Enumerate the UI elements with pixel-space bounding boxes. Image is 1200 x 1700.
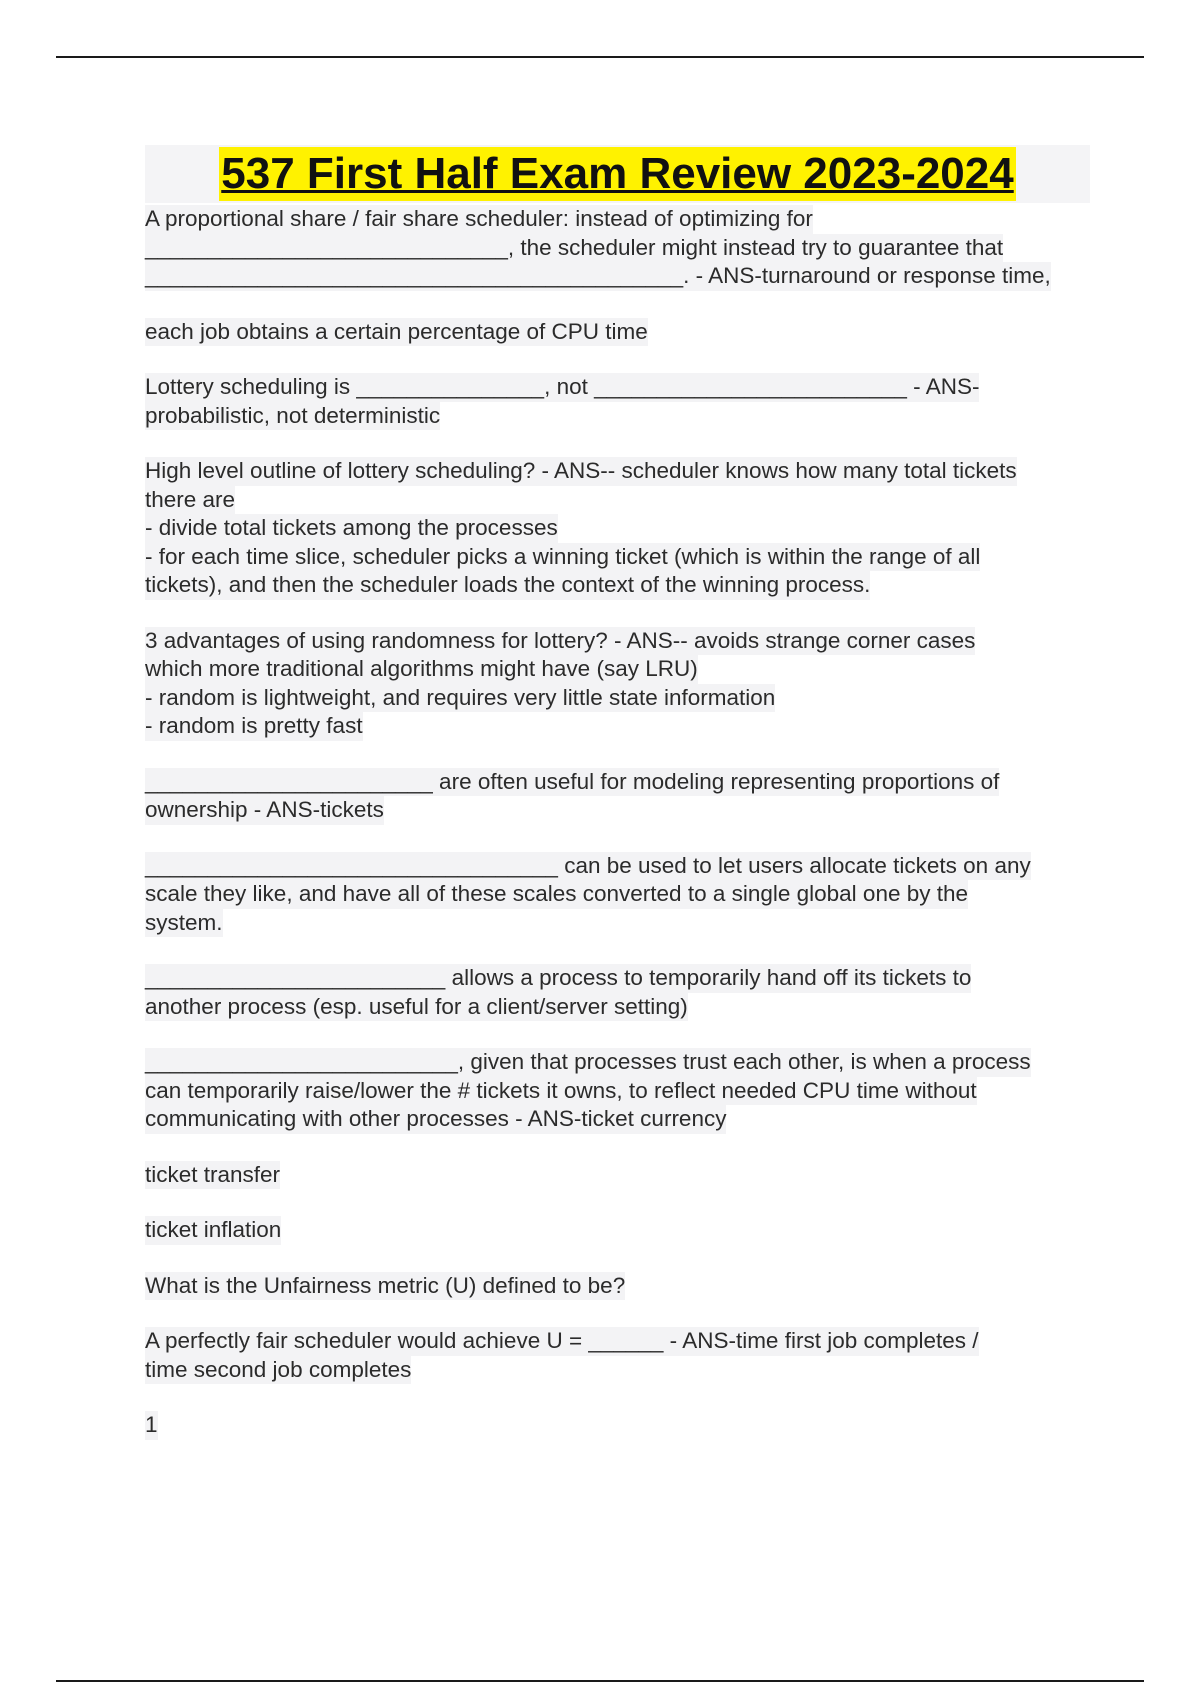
text-line: _______________________ are often useful for modeling representing proportions of [145, 768, 999, 797]
text-block [145, 1411, 1090, 1440]
text-line: 1 [145, 1411, 158, 1440]
text-block [145, 318, 1090, 347]
text-line: tickets), and then the scheduler loads the context of the winning process. [145, 571, 870, 600]
text-line: scale they like, and have all of these scales converted to a single global one by the [145, 880, 968, 909]
text-block [145, 1327, 1090, 1384]
question-list [145, 205, 1090, 1440]
text-line: Lottery scheduling is _______________, not _________________________ - ANS- [145, 373, 979, 402]
text-block [145, 852, 1090, 938]
text-line: A proportional share / fair share scheduler: instead of optimizing for [145, 205, 813, 234]
text-block [145, 205, 1090, 291]
text-block [145, 1216, 1090, 1245]
text-line: A perfectly fair scheduler would achieve U = ______ - ANS-time first job completes / [145, 1327, 979, 1356]
text-line: - random is lightweight, and requires very little state information [145, 684, 775, 713]
text-line: another process (esp. useful for a client/server setting) [145, 993, 688, 1022]
text-line: What is the Unfairness metric (U) defined to be? [145, 1272, 625, 1301]
top-rule [56, 56, 1144, 58]
text-line: time second job completes [145, 1356, 411, 1385]
text-line: 3 advantages of using randomness for lottery? - ANS-- avoids strange corner cases [145, 627, 975, 656]
text-line: which more traditional algorithms might have (say LRU) [145, 655, 698, 684]
text-line: ownership - ANS-tickets [145, 796, 384, 825]
text-line: _____________________________, the scheduler might instead try to guarantee that [145, 234, 1003, 263]
document-page [145, 145, 1090, 1467]
text-line: can temporarily raise/lower the # tickets it owns, to reflect needed CPU time without [145, 1077, 977, 1106]
text-block [145, 964, 1090, 1021]
text-line: system. [145, 909, 223, 938]
text-block [145, 373, 1090, 430]
text-line: ticket transfer [145, 1161, 280, 1190]
document-title: 537 First Half Exam Review 2023-2024 [219, 147, 1015, 201]
text-line: - divide total tickets among the processes [145, 514, 558, 543]
text-block [145, 1048, 1090, 1134]
text-line: _________________________________ can be used to let users allocate tickets on any [145, 852, 1031, 881]
bottom-rule [56, 1680, 1144, 1682]
text-block [145, 457, 1090, 600]
title-bar [145, 145, 1090, 203]
text-line: High level outline of lottery scheduling? - ANS-- scheduler knows how many total tickets [145, 457, 1017, 486]
text-line: each job obtains a certain percentage of CPU time [145, 318, 648, 347]
text-block [145, 627, 1090, 741]
text-block [145, 1161, 1090, 1190]
text-block [145, 1272, 1090, 1301]
text-line: _________________________, given that processes trust each other, is when a process [145, 1048, 1031, 1077]
text-block [145, 768, 1090, 825]
text-line: - random is pretty fast [145, 712, 363, 741]
text-line: ___________________________________________. - ANS-turnaround or response time, [145, 262, 1051, 291]
text-line: ________________________ allows a process to temporarily hand off its tickets to [145, 964, 971, 993]
text-line: - for each time slice, scheduler picks a winning ticket (which is within the range of all [145, 543, 980, 572]
text-line: there are [145, 486, 235, 515]
text-line: probabilistic, not deterministic [145, 402, 440, 431]
text-line: communicating with other processes - ANS-ticket currency [145, 1105, 726, 1134]
text-line: ticket inflation [145, 1216, 281, 1245]
